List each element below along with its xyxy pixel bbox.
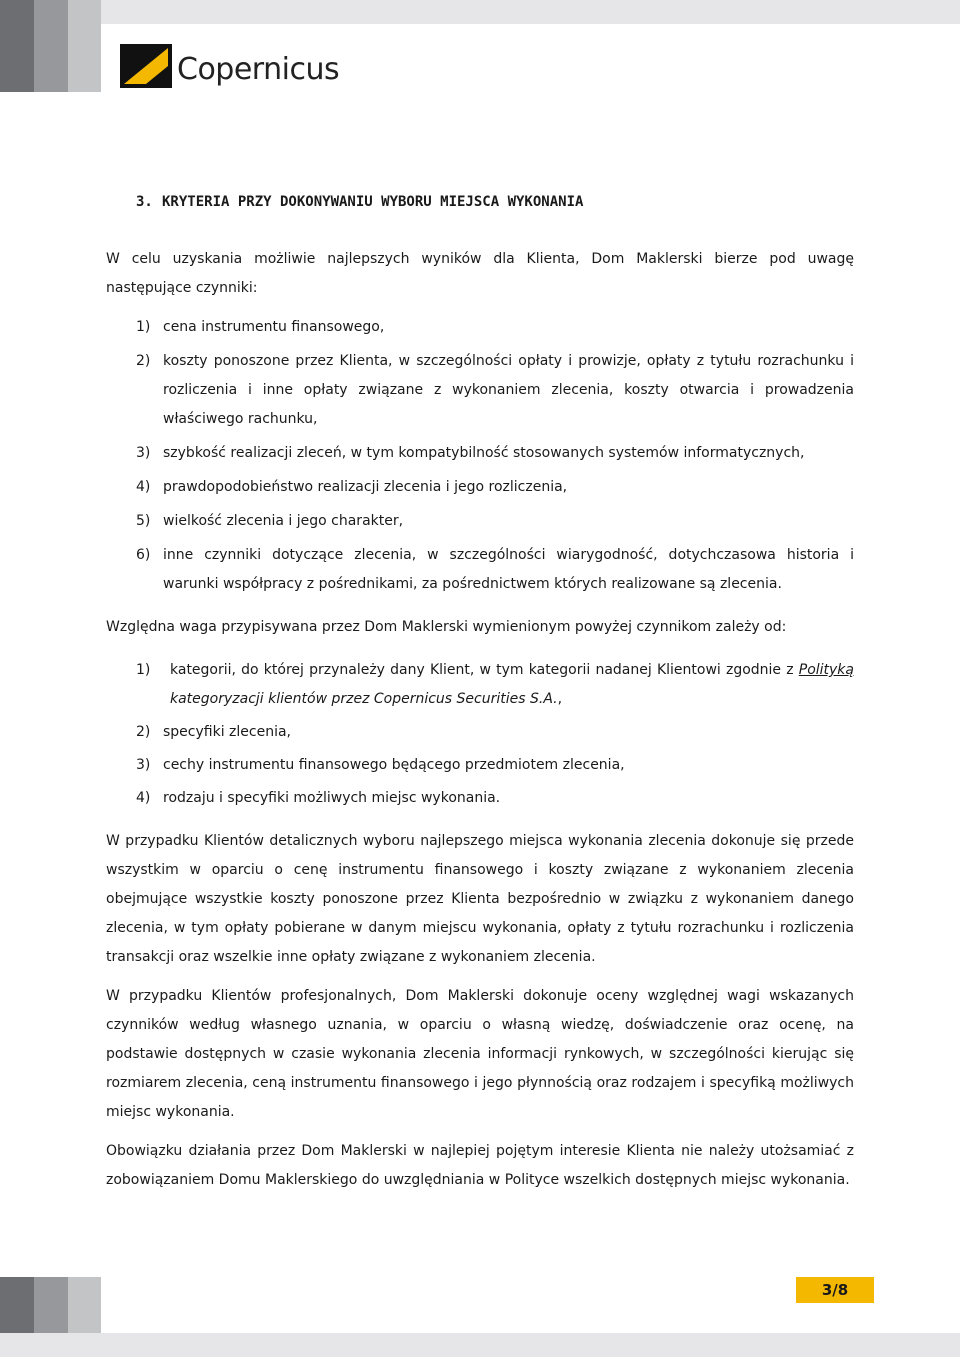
list-item: 1) cena instrumentu finansowego, bbox=[136, 319, 385, 335]
section-title: KRYTERIA PRZY DOKONYWANIU WYBORU MIEJSCA WYKONANIA bbox=[162, 194, 584, 210]
list-item: 3) cechy instrumentu finansowego będącego przedmiotem zlecenia, bbox=[136, 757, 625, 773]
section-number: 3. bbox=[136, 194, 153, 210]
weight-intro-paragraph: Względna waga przypisywana przez Dom Maklerski wymienionym powyżej czynnikom zależy od: bbox=[106, 619, 787, 635]
list-item: 4) rodzaju i specyfiki możliwych miejsc wykonania. bbox=[136, 790, 501, 806]
intro-paragraph: W celu uzyskania możliwie najlepszych wyników dla Klienta, Dom Maklerski bierze pod uwagę następujące czynniki: bbox=[106, 251, 854, 296]
brand-name: Copernicus bbox=[177, 52, 340, 87]
page-number-badge: 3/8 bbox=[796, 1277, 874, 1303]
policy-link-title: kategoryzacji klientów przez Copernicus Securities S.A. bbox=[170, 691, 558, 707]
professional-clients-paragraph: W przypadku Klientów profesjonalnych, Dom Maklerski dokonuje oceny względnej wagi wskazanych czynników według własnego uznania, w oparciu o własną wiedzę, doświadczenie oraz ocenę, na podstawie dostępnych w czasie wykonania zlecenia informacji rynkowych, w szczególności kierując się rozmiarem zlecenia, ceną instrumentu finansowego i jego płynnością oraz rodzajem i specyfiką możliwych miejsc wykonania. bbox=[106, 988, 854, 1120]
list-item: 5) wielkość zlecenia i jego charakter, bbox=[136, 513, 404, 529]
list-item: 3) szybkość realizacji zleceń, w tym kompatybilność stosowanych systemów informatycznych, bbox=[136, 445, 805, 461]
obligation-paragraph: Obowiązku działania przez Dom Maklerski w najlepiej pojętym interesie Klienta nie należy utożsamiać z zobowiązaniem Domu Maklerskiego do uwzględniania w Polityce wszelkich dostępnych miejsc wykonania. bbox=[106, 1143, 854, 1188]
weights-list bbox=[106, 656, 854, 813]
policy-link[interactable]: Polityką bbox=[798, 662, 854, 678]
logo-mark-icon bbox=[120, 44, 172, 88]
document-body bbox=[106, 188, 854, 1205]
header-stripes bbox=[0, 0, 101, 92]
retail-clients-paragraph: W przypadku Klientów detalicznych wyboru najlepszego miejsca wykonania zlecenia dokonuje się przede wszystkim w oparciu o cenę instrumentu finansowego i koszty związane z wykonaniem zlecenia obejmujące wszystkie koszty ponoszone przez Klienta bezpośrednio w związku z wykonaniem danego zlecenia, w tym opłaty pobierane w danym miejscu wykonania, opłaty z tytułu rozrachunku i rozliczenia transakcji oraz wszelkie inne opłaty związane z wykonaniem zlecenia. bbox=[106, 833, 854, 965]
list-item: 2) specyfiki zlecenia, bbox=[136, 724, 291, 740]
footer-band bbox=[0, 1333, 960, 1357]
section-heading bbox=[136, 188, 854, 217]
list-item: 4) prawdopodobieństwo realizacji zlecenia i jego rozliczenia, bbox=[136, 479, 568, 495]
list-item: 1) kategorii, do której przynależy dany Klient, w tym kategorii nadanej Klientowi zgodnie z Polityką kategoryzacji klientów przez Copernicus Securities S.A., bbox=[136, 662, 854, 707]
header-band bbox=[0, 0, 960, 24]
list-item: 2) koszty ponoszone przez Klienta, w szczególności opłaty i prowizje, opłaty z tytułu rozrachunku i rozliczenia i inne opłaty związane z wykonaniem zlecenia, koszty otwarcia i prowadzenia właściwego rachunku, bbox=[136, 353, 854, 427]
list-item: 6) inne czynniki dotyczące zlecenia, w szczególności wiarygodność, dotychczasowa historia i warunki współpracy z pośrednikami, za pośrednictwem których realizowane są zlecenia. bbox=[136, 547, 854, 592]
factors-list bbox=[106, 313, 854, 599]
